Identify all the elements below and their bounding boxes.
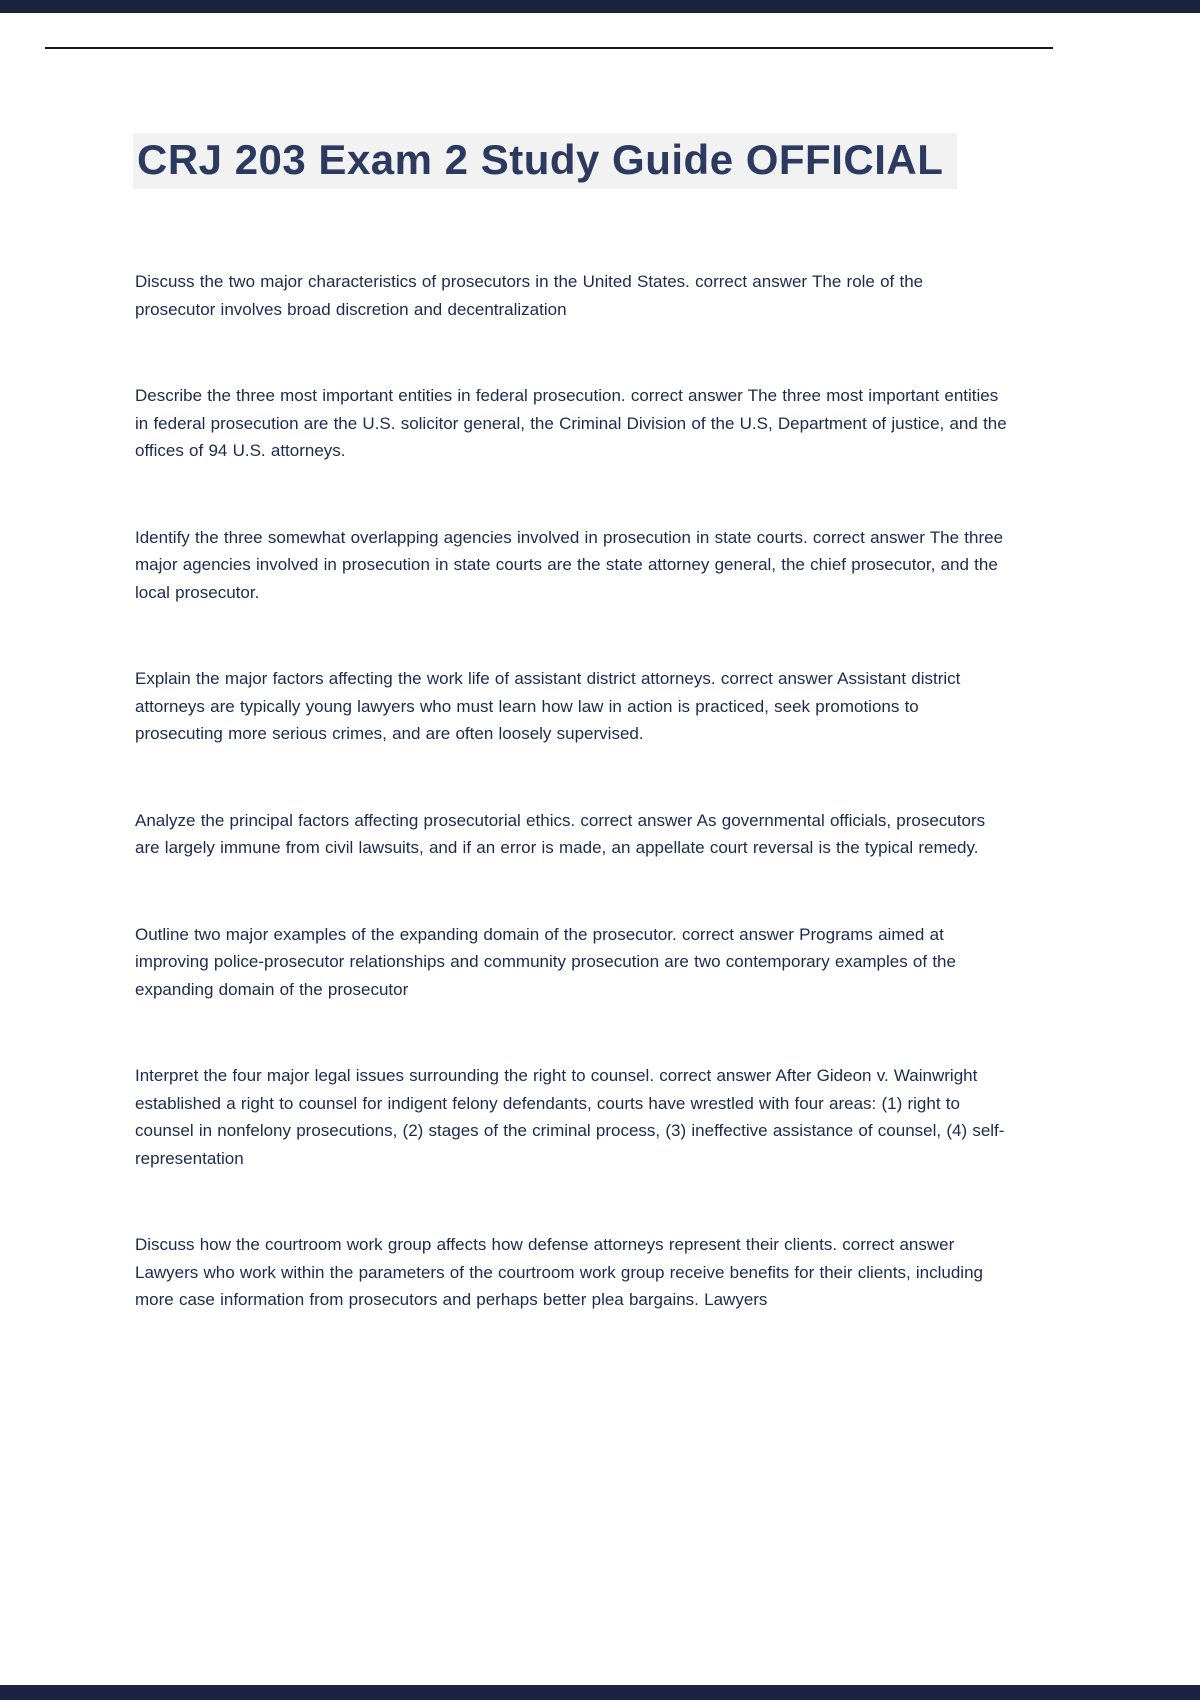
header-rule bbox=[45, 47, 1053, 49]
qa-paragraph-4: Explain the major factors affecting the work life of assistant district attorneys. correct answer Assistant district attorneys are typically young lawyers who must learn how law in action is practiced, seek promotions to prosecuting more serious crimes, and are often loosely supervised. bbox=[135, 669, 961, 743]
document-body bbox=[135, 268, 1007, 1373]
title-container bbox=[133, 133, 1033, 189]
page-title: CRJ 203 Exam 2 Study Guide OFFICIAL bbox=[133, 133, 957, 189]
qa-paragraph-6: Outline two major examples of the expanding domain of the prosecutor. correct answer Programs aimed at improving police-prosecutor relationships and community prosecution are two contemporary examples of the expanding domain of the prosecutor bbox=[135, 924, 956, 999]
qa-paragraph-8: Discuss how the courtroom work group affects how defense attorneys represent their clients. correct answer Lawyers who work within the parameters of the courtroom work group receive benefits for their clients, including more case information from prosecutors and perhaps better plea bargains. Lawyers bbox=[135, 1235, 983, 1309]
qa-paragraph-3: Identify the three somewhat overlapping agencies involved in prosecution in state courts. correct answer The three major agencies involved in prosecution in state courts are the state attorney general, the chief prosecutor, and the local prosecutor. bbox=[135, 527, 1004, 602]
top-edge-bar bbox=[0, 0, 1200, 13]
qa-paragraph-7: Interpret the four major legal issues surrounding the right to counsel. correct answer After Gideon v. Wainwright established a right to counsel for indigent felony defendants, courts have wrestled with four areas: (1) right to counsel in nonfelony prosecutions, (2) stages of the criminal process, (3) ineffective assistance of counsel, (4) self-representation bbox=[135, 1066, 1005, 1168]
qa-paragraph-1: Discuss the two major characteristics of prosecutors in the United States. correct answer The role of the prosecutor involves broad discretion and decentralization bbox=[135, 272, 924, 319]
bottom-edge-bar bbox=[0, 1685, 1200, 1700]
qa-paragraph-2: Describe the three most important entities in federal prosecution. correct answer The three most important entities in federal prosecution are the U.S. solicitor general, the Criminal Division of the U.S, Department of justice, and the offices of 94 U.S. attorneys. bbox=[135, 386, 1007, 460]
qa-paragraph-5: Analyze the principal factors affecting prosecutorial ethics. correct answer As governmental officials, prosecutors are largely immune from civil lawsuits, and if an error is made, an appellate court reversal is the typical remedy. bbox=[135, 810, 986, 857]
